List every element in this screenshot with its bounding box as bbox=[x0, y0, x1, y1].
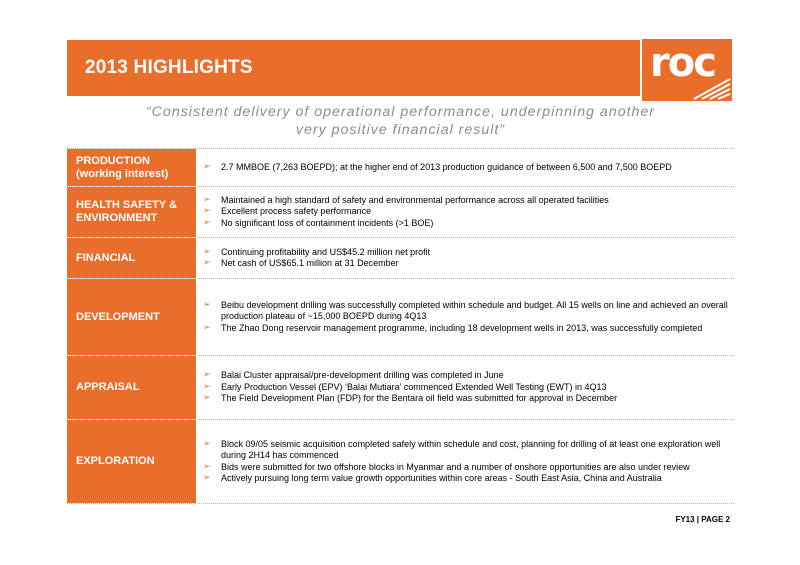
row-appraisal bbox=[67, 356, 734, 420]
list-item bbox=[200, 382, 617, 393]
arrow-bullet-icon: ➢ bbox=[203, 258, 211, 268]
row-exploration bbox=[67, 420, 734, 504]
arrow-bullet-icon: ➢ bbox=[203, 438, 211, 449]
row-financial bbox=[67, 238, 734, 279]
label-line: PRODUCTION bbox=[76, 154, 150, 167]
row-content bbox=[200, 356, 734, 419]
list-item bbox=[200, 300, 734, 323]
list-item bbox=[200, 473, 734, 484]
item-text: Beibu development drilling was successfully completed within schedule and budget. All 15 wells on line and achieved an overall production plateau of ~15,000 BOEPD during 4Q13 bbox=[221, 299, 728, 322]
arrow-bullet-icon: ➢ bbox=[203, 472, 211, 483]
row-development bbox=[67, 279, 734, 356]
row-label bbox=[67, 420, 196, 503]
highlights-table bbox=[67, 148, 734, 504]
list-item bbox=[200, 195, 609, 206]
item-text: Block 09/05 seismic acquisition completed safely within schedule and cost, planning for drilling of at least one exploration well during 2H14 has commenced bbox=[221, 438, 721, 461]
list-item bbox=[200, 462, 734, 473]
list-item bbox=[200, 258, 430, 269]
arrow-bullet-icon: ➢ bbox=[203, 206, 211, 217]
page-number: FY13 | PAGE 2 bbox=[675, 515, 730, 524]
row-content bbox=[200, 238, 734, 278]
label-line: EXPLORATION bbox=[76, 455, 155, 467]
list-item bbox=[200, 323, 734, 334]
item-text: Actively pursuing long term value growth opportunities within core areas - South East Asia, China and Australia bbox=[221, 472, 662, 483]
item-text: The Field Development Plan (FDP) for the Bentara oil field was submitted for approval in December bbox=[221, 393, 618, 404]
row-label bbox=[67, 238, 196, 278]
arrow-bullet-icon: ➢ bbox=[203, 194, 211, 205]
label-line: DEVELOPMENT bbox=[76, 310, 160, 323]
arrow-bullet-icon: ➢ bbox=[203, 246, 211, 257]
row-content bbox=[200, 187, 734, 237]
list-item bbox=[200, 439, 734, 462]
item-text: Net cash of US$65.1 million at 31 December bbox=[221, 258, 399, 268]
arrow-bullet-icon: ➢ bbox=[203, 381, 211, 392]
row-production bbox=[67, 149, 734, 187]
item-text: The Zhao Dong reservoir management programme, including 18 development wells in 2013, was successfully completed bbox=[221, 322, 703, 333]
arrow-bullet-icon: ➢ bbox=[203, 161, 211, 172]
row-label bbox=[67, 356, 196, 419]
row-content bbox=[200, 149, 734, 186]
item-text: Excellent process safety performance bbox=[221, 206, 372, 217]
label-line: APPRAISAL bbox=[76, 381, 140, 393]
row-health-safety bbox=[67, 187, 734, 238]
arrow-bullet-icon: ➢ bbox=[203, 322, 211, 333]
arrow-bullet-icon: ➢ bbox=[203, 370, 211, 381]
page-title: 2013 HIGHLIGHTS bbox=[85, 57, 253, 78]
label-line: HEALTH SAFETY & bbox=[76, 199, 178, 211]
item-text: Maintained a high standard of safety and environmental performance across all operated facilities bbox=[221, 194, 609, 205]
quote bbox=[67, 103, 734, 139]
row-content bbox=[200, 420, 734, 503]
label-line: (working interest) bbox=[76, 167, 169, 180]
row-label bbox=[67, 187, 196, 237]
item-text: Continuing profitability and US$45.2 million net profit bbox=[221, 246, 431, 257]
arrow-bullet-icon: ➢ bbox=[203, 393, 211, 404]
item-text: Bids were submitted for two offshore blocks in Myanmar and a number of onshore opportunities are also under review bbox=[221, 461, 690, 472]
row-content bbox=[200, 279, 734, 355]
arrow-bullet-icon: ➢ bbox=[203, 461, 211, 472]
item-text: Balai Cluster appraisal/pre-development drilling was completed in June bbox=[221, 370, 504, 381]
title-bar bbox=[67, 40, 734, 96]
label-line: ENVIRONMENT bbox=[76, 212, 158, 224]
list-item bbox=[200, 206, 609, 217]
quote-line-1: “Consistent delivery of operational performance, underpinning another bbox=[145, 104, 656, 120]
logo-text: roc bbox=[650, 40, 715, 86]
list-item bbox=[200, 393, 617, 404]
list-item bbox=[200, 218, 609, 229]
list-item bbox=[200, 247, 430, 258]
arrow-bullet-icon: ➢ bbox=[203, 217, 211, 228]
label-line: FINANCIAL bbox=[76, 251, 136, 264]
item-text: Early Production Vessel (EPV) ‘Balai Mutiara’ commenced Extended Well Testing (EWT) in 4Q13 bbox=[221, 381, 607, 392]
list-item bbox=[200, 162, 672, 173]
arrow-bullet-icon: ➢ bbox=[203, 299, 211, 310]
list-item bbox=[200, 370, 617, 381]
roc-logo bbox=[640, 37, 734, 103]
quote-line-2: very positive financial result” bbox=[295, 122, 506, 138]
row-label bbox=[67, 279, 196, 355]
item-text: 2.7 MMBOE (7,263 BOEPD); at the higher end of 2013 production guidance of between 6,500 and 7,500 BOEPD bbox=[221, 161, 672, 172]
item-text: No significant loss of containment incidents (>1 BOE) bbox=[221, 217, 434, 228]
row-label bbox=[67, 149, 196, 186]
